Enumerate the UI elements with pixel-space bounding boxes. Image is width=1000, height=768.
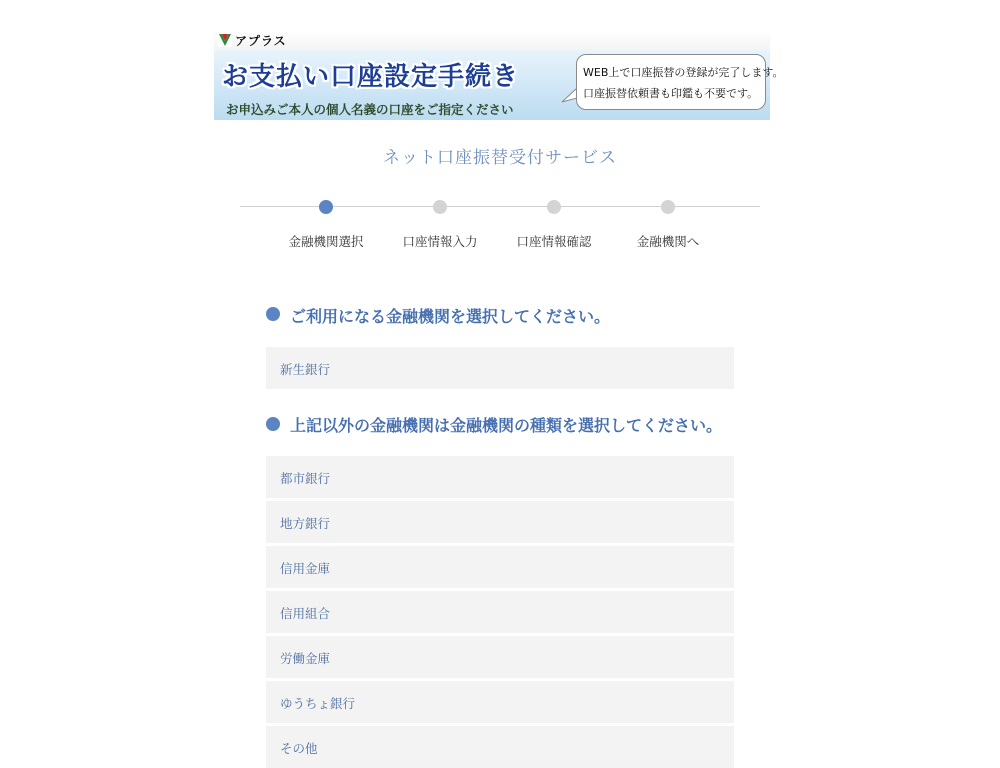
bank-type-other[interactable]: [266, 726, 734, 768]
banner-body: [214, 50, 784, 120]
steps-line: [240, 206, 760, 207]
bank-type-shinkin[interactable]: [266, 546, 734, 588]
aplus-logo-icon: [218, 33, 232, 47]
bank-type-yucho[interactable]: [266, 681, 734, 723]
section2-heading: 上記以外の金融機関は金融機関の種類を選択してください。: [290, 416, 723, 435]
bank-type-city[interactable]: [266, 456, 734, 498]
step-dot-1: [319, 200, 333, 214]
section2-bullet-icon: [266, 417, 280, 431]
section1-bullet-icon: [266, 307, 280, 321]
bank-type-regional[interactable]: [266, 501, 734, 543]
step-label-2: 口座情報入力: [402, 234, 478, 249]
speech-bubble: [576, 54, 784, 110]
bubble-line-1: WEB上で口座振替の登録が完了します。: [583, 66, 784, 79]
logo-row: [214, 30, 770, 50]
section1-heading: ご利用になる金融機関を選択してください。: [290, 307, 611, 326]
step-label-4: 金融機関へ: [636, 234, 700, 249]
bank-type-label: 都市銀行: [280, 471, 331, 486]
banner-title: お支払い口座設定手続き: [222, 62, 520, 92]
banner-subtitle: お申込みご本人の個人名義の口座をご指定ください: [226, 102, 514, 117]
step-dot-4: [661, 200, 675, 214]
step-dot-3: [547, 200, 561, 214]
step-dot-2: [433, 200, 447, 214]
step-label-1: 金融機関選択: [288, 234, 364, 249]
bank-type-label: 地方銀行: [280, 516, 331, 531]
bubble-line-2: 口座振替依頼書も印鑑も不要です。: [583, 87, 759, 100]
bank-item-label: 新生銀行: [280, 362, 331, 377]
step-label-3: 口座情報確認: [516, 234, 592, 249]
bank-type-label: 労働金庫: [280, 651, 331, 666]
bank-type-label: その他: [280, 741, 318, 756]
bank-type-labour[interactable]: [266, 636, 734, 678]
logo-text: アプラス: [235, 34, 287, 48]
bank-type-credit-union[interactable]: [266, 591, 734, 633]
bank-type-label: 信用金庫: [280, 561, 331, 576]
bank-type-label: ゆうちょ銀行: [280, 696, 356, 711]
header-banner: [214, 30, 784, 120]
bank-type-label: 信用組合: [280, 606, 331, 621]
service-title: ネット口座振替受付サービス: [383, 148, 617, 168]
bank-item-shinsei[interactable]: [266, 347, 734, 389]
